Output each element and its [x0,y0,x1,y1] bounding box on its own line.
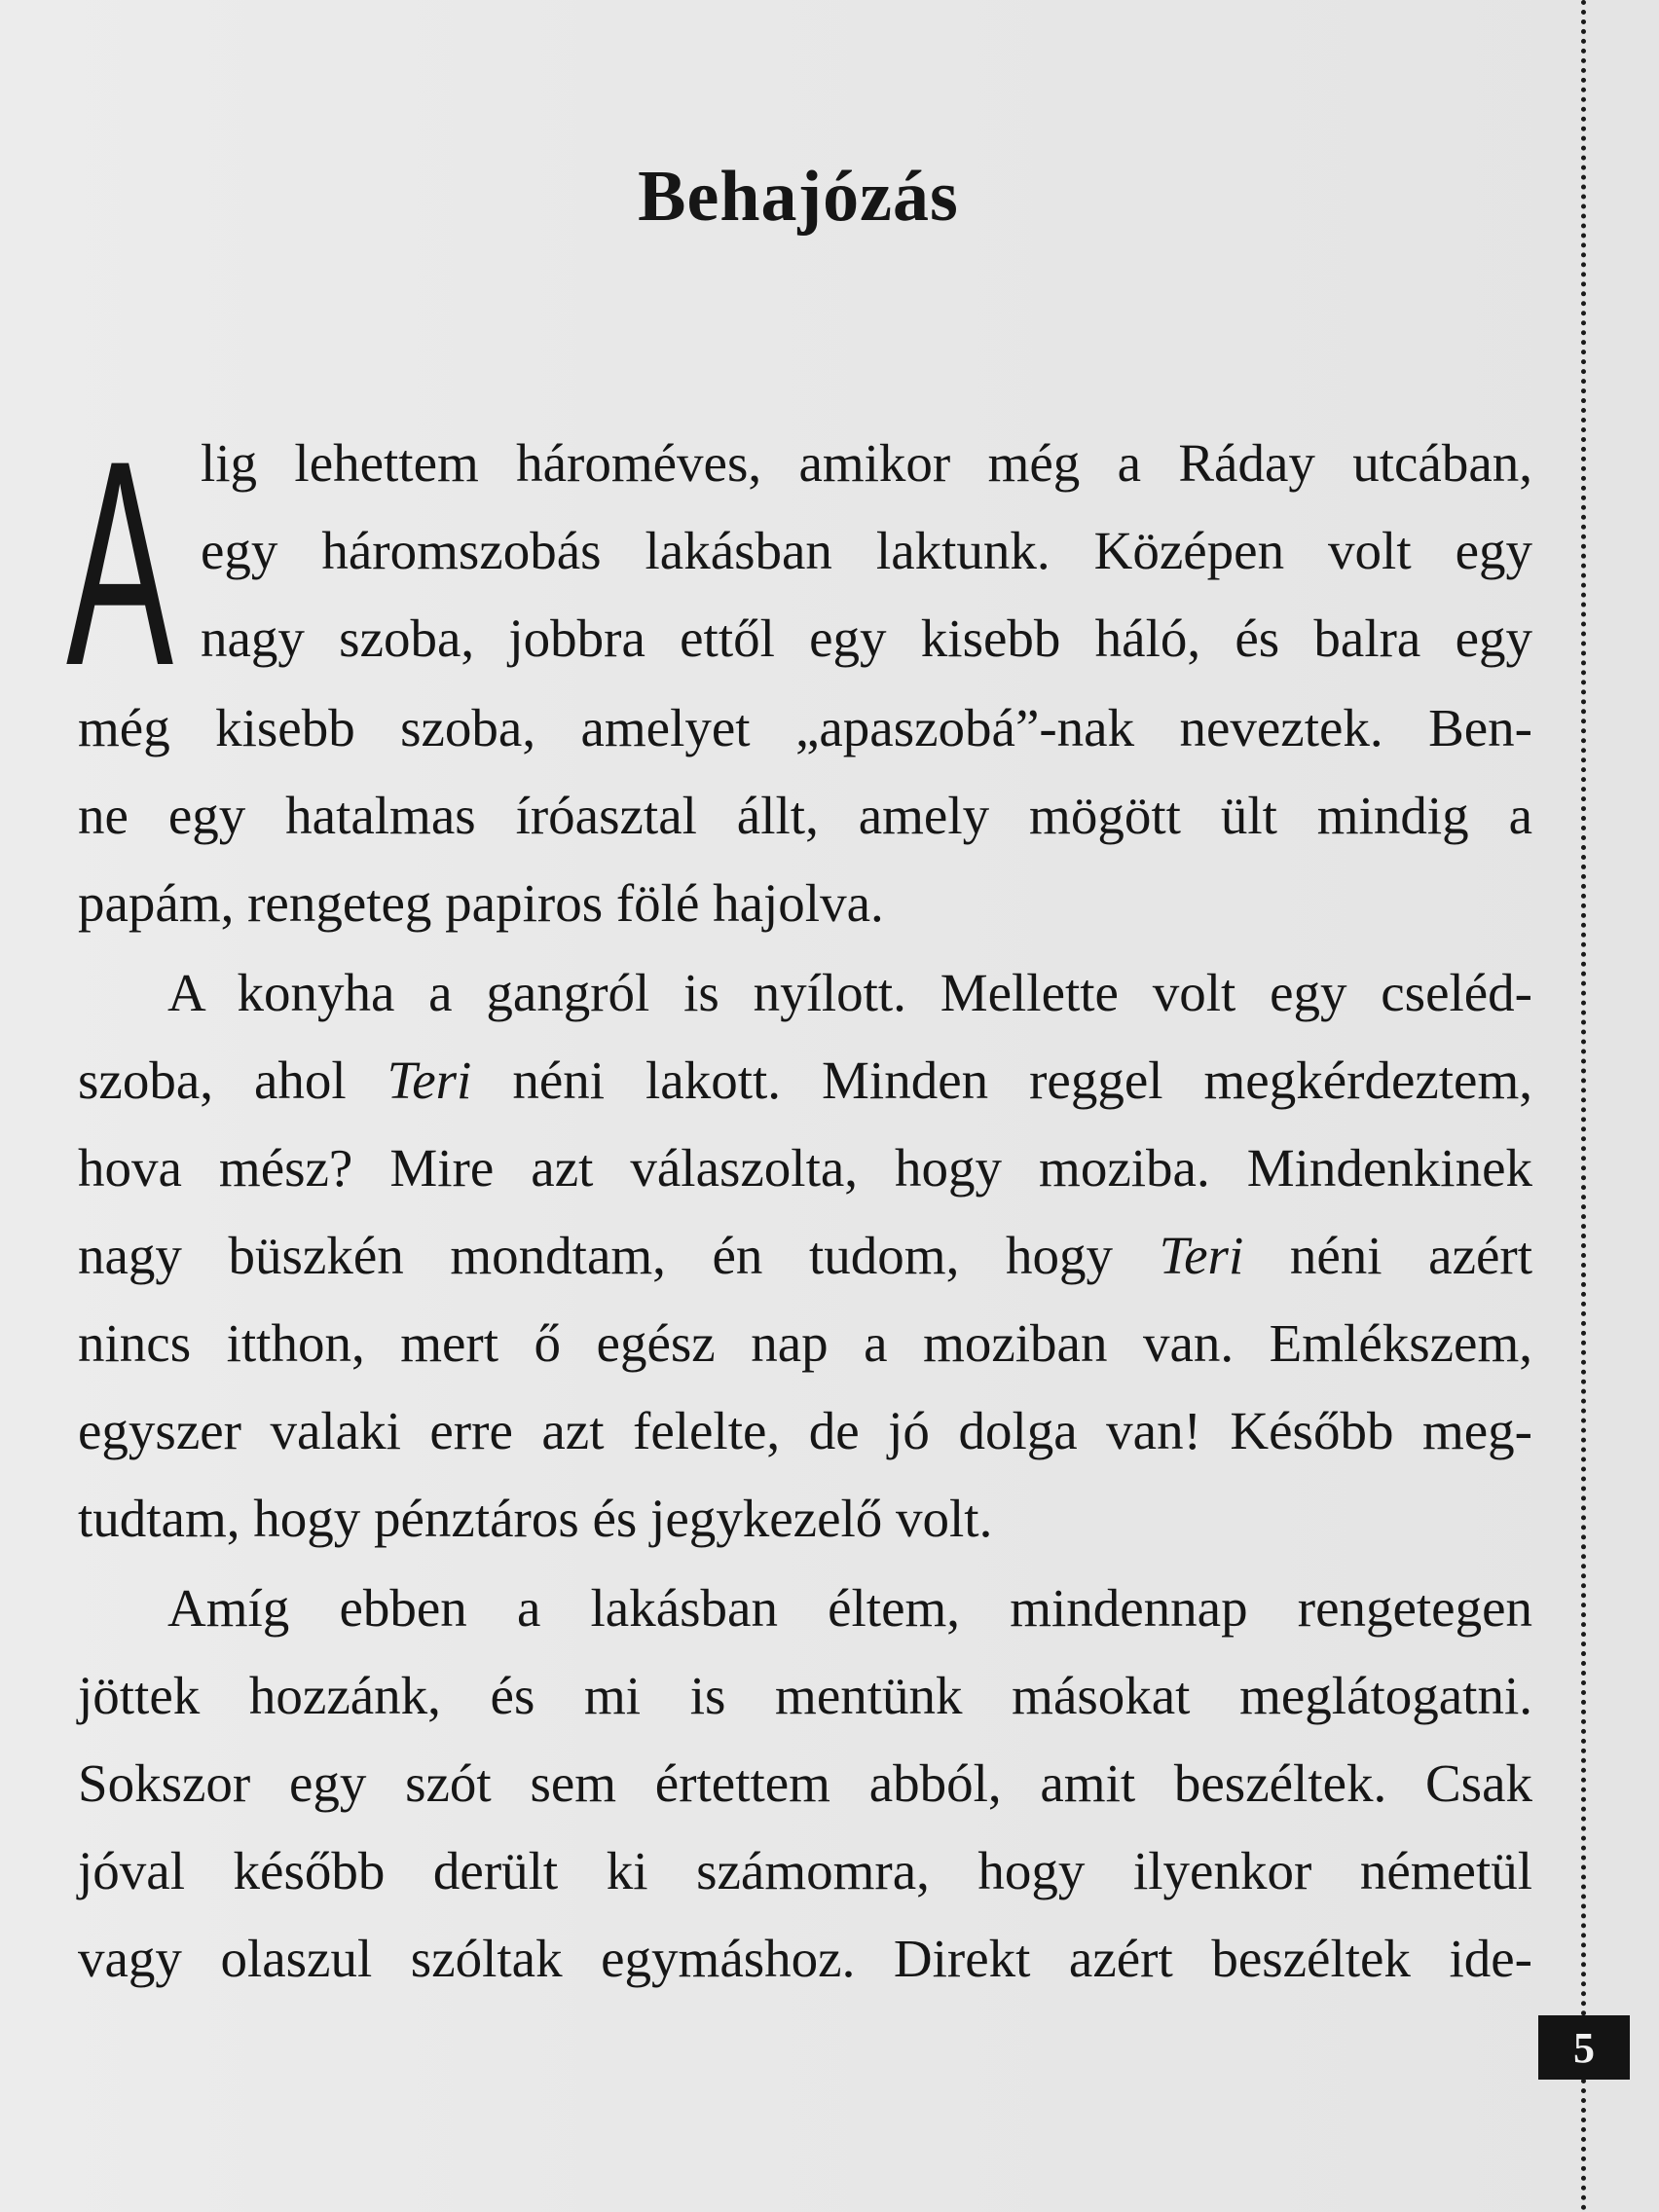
text-line: tudtam, hogy pénztáros és jegykezelő volt. [78,1489,993,1548]
text-line: nagy szoba, jobbra ettől egy kisebb háló, és balra egy [201,608,1532,668]
chapter-title: Behajózás [638,157,959,237]
text-span: néni lakott. Minden reggel megkérdeztem, [471,1051,1532,1110]
text-line: ne egy hatalmas íróasztal állt, amely mögött ült mindig a [78,786,1532,845]
text-line [78,1226,1532,1285]
italic-name: Teri [1159,1226,1244,1285]
text-line: hova mész? Mire azt válaszolta, hogy moziba. Mindenkinek [78,1138,1532,1198]
page-number-badge [1538,2015,1630,2080]
text-line: vagy olaszul szóltak egymáshoz. Direkt azért beszéltek ide- [78,1929,1532,1988]
text-line: papám, rengeteg papiros fölé hajolva. [78,873,884,933]
text-line: A konyha a gangról is nyílott. Mellette volt egy cseléd- [167,963,1532,1022]
text-line: Amíg ebben a lakásban éltem, mindennap rengetegen [167,1578,1532,1638]
text-line [78,1051,1532,1110]
text-line: jóval később derült ki számomra, hogy ilyenkor németül [78,1841,1532,1900]
italic-name: Teri [387,1051,472,1110]
drop-cap: A [66,399,174,726]
text-span: néni azért [1243,1226,1532,1285]
text-span: szoba, ahol [78,1051,387,1110]
text-line: jöttek hozzánk, és mi is mentünk másokat meglátogatni. [78,1666,1532,1725]
text-line: egyszer valaki erre azt felelte, de jó dolga van! Később meg- [78,1401,1532,1460]
text-line: Sokszor egy szót sem értettem abból, amit beszéltek. Csak [78,1753,1532,1813]
text-line: lig lehettem hároméves, amikor még a Ráday utcában, [201,433,1532,493]
text-span: nagy büszkén mondtam, én tudom, hogy [78,1226,1160,1285]
dotted-margin-rule [1581,0,1586,2212]
text-line: nincs itthon, mert ő egész nap a moziban van. Emlékszem, [78,1313,1532,1373]
text-line: még kisebb szoba, amelyet „apaszobá”-nak neveztek. Ben- [78,698,1532,757]
text-line: egy háromszobás lakásban laktunk. Középen volt egy [201,521,1532,580]
page-number: 5 [1573,2023,1595,2072]
